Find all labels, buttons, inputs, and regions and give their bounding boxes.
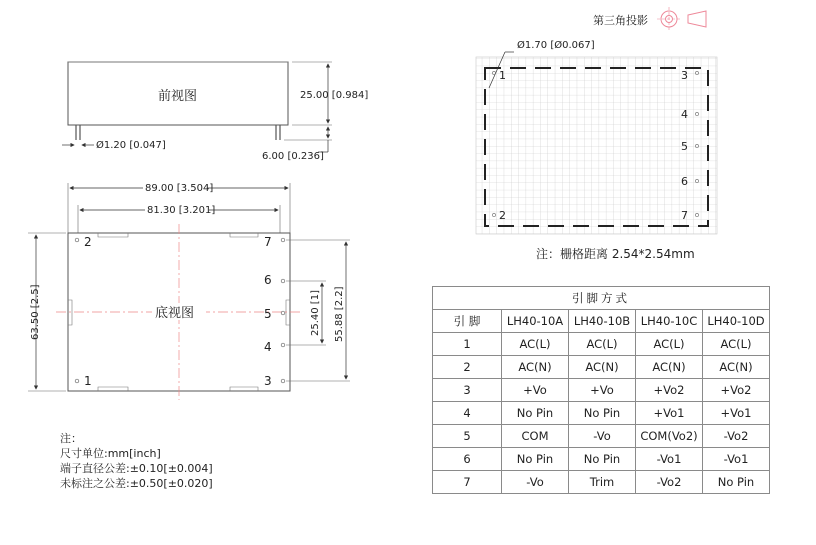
third-angle-icon [657, 7, 706, 31]
front-view [62, 62, 368, 162]
table-cell: AC(N) [569, 356, 636, 379]
bottom-pin-6: 6 [264, 273, 272, 287]
header-model-d: LH40-10D [703, 310, 770, 333]
projection-symbol [593, 7, 706, 31]
bottom-view-title: 底视图 [155, 306, 195, 321]
bottom-pin-row-dim: 55.88 [2.2] [334, 286, 345, 342]
grid-view [476, 39, 717, 261]
table-cell: AC(L) [636, 333, 703, 356]
bottom-pin-3: 3 [264, 374, 272, 388]
table-cell: +Vo2 [703, 379, 770, 402]
table-cell: No Pin [569, 402, 636, 425]
table-cell: 2 [433, 356, 502, 379]
table-cell: 7 [433, 471, 502, 494]
table-cell: -Vo [502, 471, 569, 494]
pin-table-header [433, 310, 770, 333]
notes [60, 431, 213, 491]
pin-diameter-dim: Ø1.20 [0.047] [96, 140, 166, 151]
table-cell: No Pin [502, 448, 569, 471]
front-height-dim: 25.00 [0.984] [300, 90, 369, 101]
table-row [433, 333, 770, 356]
grid-pin-4: 4 [681, 108, 688, 121]
table-cell: 4 [433, 402, 502, 425]
table-row [433, 448, 770, 471]
bottom-pin-2: 2 [84, 235, 92, 249]
table-cell: AC(N) [636, 356, 703, 379]
table-cell: AC(L) [703, 333, 770, 356]
grid-pin-1: 1 [499, 69, 506, 82]
note-units: 尺寸单位:mm[inch] [60, 447, 161, 460]
notes-heading: 注： [60, 432, 82, 445]
grid-pin-7: 7 [681, 209, 688, 222]
table-cell: No Pin [502, 402, 569, 425]
header-model-b: LH40-10B [569, 310, 636, 333]
table-cell: 3 [433, 379, 502, 402]
table-row [433, 471, 770, 494]
bottom-pin-span-dim: 81.30 [3.201] [147, 205, 216, 216]
bottom-pin-1: 1 [84, 374, 92, 388]
table-cell: -Vo2 [703, 425, 770, 448]
pin-length-dim: 6.00 [0.236] [262, 151, 324, 162]
table-cell: AC(L) [502, 333, 569, 356]
table-row [433, 356, 770, 379]
grid-pin-2: 2 [499, 209, 506, 222]
table-cell: 6 [433, 448, 502, 471]
table-cell: COM [502, 425, 569, 448]
header-model-c: LH40-10C [636, 310, 703, 333]
table-cell: No Pin [569, 448, 636, 471]
table-cell: -Vo [569, 425, 636, 448]
grid-pin-5: 5 [681, 140, 688, 153]
table-cell: 5 [433, 425, 502, 448]
table-cell: +Vo1 [703, 402, 770, 425]
table-cell: Trim [569, 471, 636, 494]
table-row [433, 402, 770, 425]
bottom-pin-5: 5 [264, 307, 272, 321]
table-cell: -Vo2 [636, 471, 703, 494]
bottom-pin-7: 7 [264, 235, 272, 249]
table-cell: -Vo1 [703, 448, 770, 471]
table-cell: AC(N) [703, 356, 770, 379]
projection-label: 第三角投影 [593, 14, 648, 27]
table-cell: +Vo1 [636, 402, 703, 425]
table-cell: No Pin [703, 471, 770, 494]
hole-diameter-dim: Ø1.70 [Ø0.067] [517, 40, 595, 51]
header-pin: 引 脚 [433, 310, 502, 333]
note-general-tolerance: 未标注之公差:±0.50[±0.020] [60, 477, 213, 490]
grid-pin-3: 3 [681, 69, 688, 82]
note-pin-tolerance: 端子直径公差:±0.10[±0.004] [60, 462, 213, 475]
table-cell: +Vo [569, 379, 636, 402]
pin-table-title: 引脚方式 [433, 287, 770, 310]
pin-table [432, 286, 770, 494]
table-cell: +Vo2 [636, 379, 703, 402]
bottom-pin-4: 4 [264, 340, 272, 354]
front-view-title: 前视图 [158, 89, 198, 104]
table-row [433, 425, 770, 448]
grid-pin-6: 6 [681, 175, 688, 188]
table-cell: COM(Vo2) [636, 425, 703, 448]
grid-note: 注：栅格距离 2.54*2.54mm [536, 247, 695, 261]
table-cell: +Vo [502, 379, 569, 402]
table-row [433, 379, 770, 402]
header-model-a: LH40-10A [502, 310, 569, 333]
table-cell: -Vo1 [636, 448, 703, 471]
bottom-height-dim: 63.50 [2.5] [30, 284, 41, 340]
bottom-pin-pitch-dim: 25.40 [1] [310, 290, 321, 336]
bottom-view [28, 181, 350, 400]
table-cell: 1 [433, 333, 502, 356]
table-cell: AC(L) [569, 333, 636, 356]
bottom-width-dim: 89.00 [3.504] [145, 183, 214, 194]
table-cell: AC(N) [502, 356, 569, 379]
